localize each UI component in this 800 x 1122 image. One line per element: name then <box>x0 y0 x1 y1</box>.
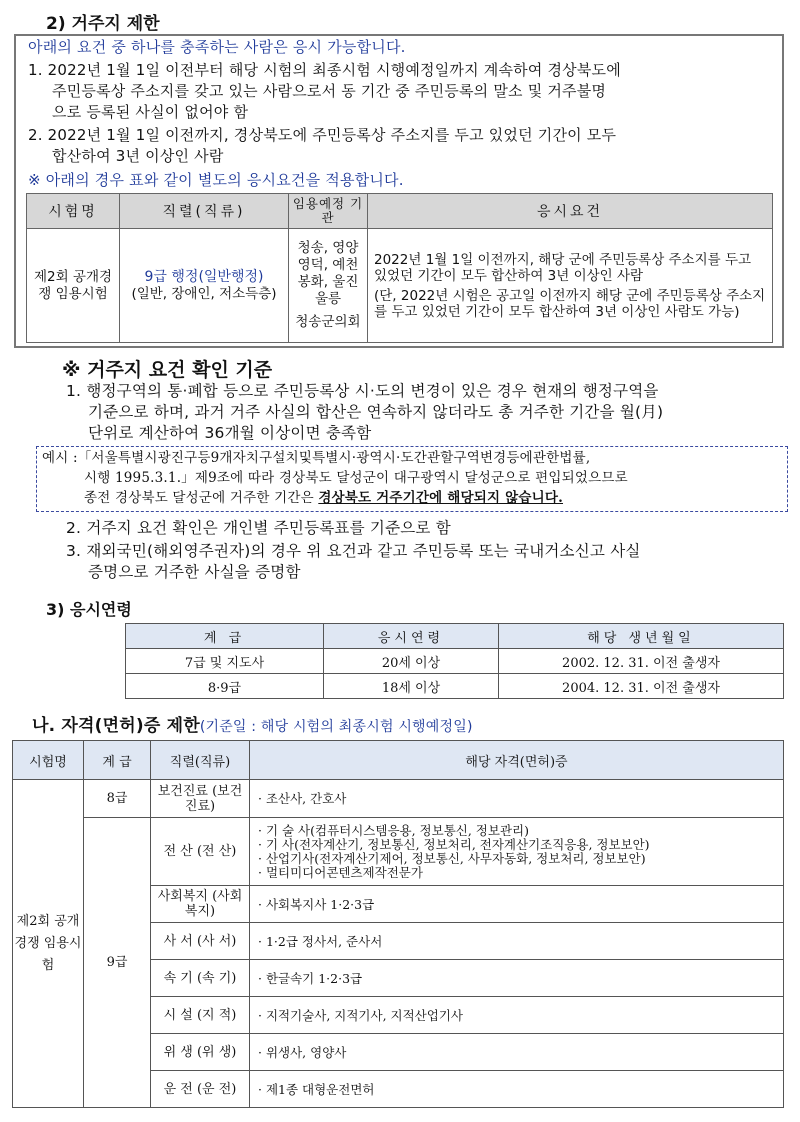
age-birth: 2004. 12. 31. 이전 출생자 <box>499 674 784 699</box>
criteria-item1-line1: 1. 행정구역의 통·폐합 등으로 주민등록상 시·도의 변경이 있은 경우 현재의 행정구역을 <box>66 382 659 400</box>
age-table <box>125 623 784 699</box>
residence-item2-line1: 2. 2022년 1월 1일 이전까지, 경상북도에 주민등록상 주소지를 두고 있었던 기간이 모두 <box>28 126 617 144</box>
license-table <box>12 740 784 1108</box>
agency-council: 청송군의회 <box>295 314 361 330</box>
lic-job: 속 기 (속 기) <box>151 960 250 997</box>
criteria-item3-line2: 증명으로 거주한 사실을 증명함 <box>88 563 301 581</box>
header-exam: 시험명 <box>27 194 120 229</box>
license-title-note: (기준일 : 해당 시험의 최종시험 시행예정일) <box>199 719 473 735</box>
residence-item2-line2: 합산하여 3년 이상인 사람 <box>52 147 224 165</box>
lic-header-grade: 계 급 <box>84 741 151 780</box>
criteria-item3-line1: 3. 재외국민(해외영주권자)의 경우 위 요건과 같고 주민등록 또는 국내거소신고 사실 <box>66 542 641 560</box>
example-line3-a: 종전 경상북도 달성군에 거주한 기간은 <box>84 490 319 506</box>
header-agency: 임용예정 기 관 <box>289 194 368 229</box>
age-grade: 8·9급 <box>126 674 324 699</box>
criteria-item1-line2: 기준으로 하며, 과거 거주 사실의 합산은 연속하지 않더라도 총 거주한 기간을 월(月) <box>88 403 664 421</box>
agency-list: 청송, 영양 영덕, 예천 봉화, 울진 울릉 <box>297 240 359 307</box>
residence-table <box>26 193 773 343</box>
example-line3 <box>84 488 563 509</box>
agency-cell <box>289 229 368 343</box>
lic-items <box>250 818 784 886</box>
lic-items: · 조산사, 간호사 <box>250 780 784 818</box>
residence-item1-line1: 1. 2022년 1월 1일 이전부터 해당 시험의 최종시험 시행예정일까지 계속하여 경상북도에 <box>28 61 621 79</box>
example-line3-emphasis: 경상북도 거주기간에 해당되지 않습니다. <box>318 490 564 506</box>
lic-job: 전 산 (전 산) <box>151 818 250 886</box>
lic-job: 위 생 (위 생) <box>151 1034 250 1071</box>
license-title-main: 나. 자격(면허)증 제한 <box>32 716 200 736</box>
age-row <box>126 674 784 699</box>
lic-items: · 지적기술사, 지적기사, 지적산업기사 <box>250 997 784 1034</box>
lic-items: · 위생사, 영양사 <box>250 1034 784 1071</box>
lic-item: · 기 술 사(컴퓨터시스템응용, 정보통신, 정보관리) <box>258 822 529 838</box>
example-line1: 예시 :「서울특별시광진구등9개자치구설치및특별시·광역시·도간관할구역변경등에관한법률, <box>42 450 591 466</box>
section-title-license <box>32 716 473 738</box>
job-cell <box>120 229 289 343</box>
age-header-age: 응시연령 <box>324 624 499 649</box>
lic-header-exam: 시험명 <box>13 741 84 780</box>
lic-item: · 멀티미디어콘텐츠제작전문가 <box>258 864 423 880</box>
exam-name: 제2회 공개경쟁 임용시험 <box>27 229 120 343</box>
lic-job: 보건진료 (보건진료) <box>151 780 250 818</box>
residence-note: ※ 아래의 경우 표와 같이 별도의 응시요건을 적용합니다. <box>28 171 404 189</box>
residence-item1-line3: 으로 등록된 사실이 없어야 함 <box>52 103 249 121</box>
header-requirement: 응시요건 <box>368 194 773 229</box>
criteria-item1-line3: 단위로 계산하여 36개월 이상이면 충족함 <box>88 424 372 442</box>
age-row <box>126 649 784 674</box>
age-limit: 18세 이상 <box>324 674 499 699</box>
example-line2: 시행 1995.3.1.」제9조에 따라 경상북도 달성군이 대구광역시 달성군으로 편입되었으므로 <box>84 470 628 486</box>
section-title-criteria: ※ 거주지 요건 확인 기준 <box>62 359 273 381</box>
lic-item: · 기 사(전자계산기, 정보통신, 정보처리, 전자계산기조직응용, 정보보안) <box>258 836 650 852</box>
lic-items: · 제1종 대형운전면허 <box>250 1071 784 1108</box>
lic-exam: 제2회 공개경쟁 임용시험 <box>13 780 84 1108</box>
lic-items: · 1·2급 정사서, 준사서 <box>250 923 784 960</box>
age-limit: 20세 이상 <box>324 649 499 674</box>
job-sub: (일반, 장애인, 저소득층) <box>131 285 277 302</box>
lic-items: · 한글속기 1·2·3급 <box>250 960 784 997</box>
lic-job: 시 설 (지 적) <box>151 997 250 1034</box>
lic-job: 사 서 (사 서) <box>151 923 250 960</box>
age-grade: 7급 및 지도사 <box>126 649 324 674</box>
age-birth: 2002. 12. 31. 이전 출생자 <box>499 649 784 674</box>
lic-job: 운 전 (운 전) <box>151 1071 250 1108</box>
lic-header-job: 직렬(직류) <box>151 741 250 780</box>
header-job: 직렬(직류) <box>120 194 289 229</box>
lic-job: 사회복지 (사회복지) <box>151 886 250 923</box>
requirement-main: 2022년 1월 1일 이전까지, 해당 군에 주민등록상 주소지를 두고 있었던 기간이 모두 합산하여 3년 이상인 사람 <box>374 251 752 284</box>
requirement-exception: (단, 2022년 시험은 공고일 이전까지 해당 군에 주민등록상 주소지를 두고 있었던 기간이 모두 합산하여 3년 이상인 사람도 가능) <box>374 287 766 320</box>
lic-item: · 산업기사(전자계산기제어, 정보통신, 사무자동화, 정보처리, 정보보안) <box>258 850 646 866</box>
lic-header-license: 해당 자격(면허)증 <box>250 741 784 780</box>
residence-item1-line2: 주민등록상 주소지를 갖고 있는 사람으로서 동 기간 중 주민등록의 말소 및 거주불명 <box>52 82 607 100</box>
lic-items: · 사회복지사 1·2·3급 <box>250 886 784 923</box>
age-header-birth: 해당 생년월일 <box>499 624 784 649</box>
age-header-grade: 계 급 <box>126 624 324 649</box>
section-title-age: 3) 응시연령 <box>46 600 132 619</box>
lic-grade-9: 9급 <box>84 818 151 1108</box>
job-main: 9급 행정(일반행정) <box>144 268 264 285</box>
requirement-cell <box>368 229 773 343</box>
criteria-item2: 2. 거주지 요건 확인은 개인별 주민등록표를 기준으로 함 <box>66 519 451 537</box>
residence-intro: 아래의 요건 중 하나를 충족하는 사람은 응시 가능합니다. <box>28 38 406 56</box>
section-title-residence: 2) 거주지 제한 <box>46 14 160 34</box>
lic-grade-8: 8급 <box>84 780 151 818</box>
